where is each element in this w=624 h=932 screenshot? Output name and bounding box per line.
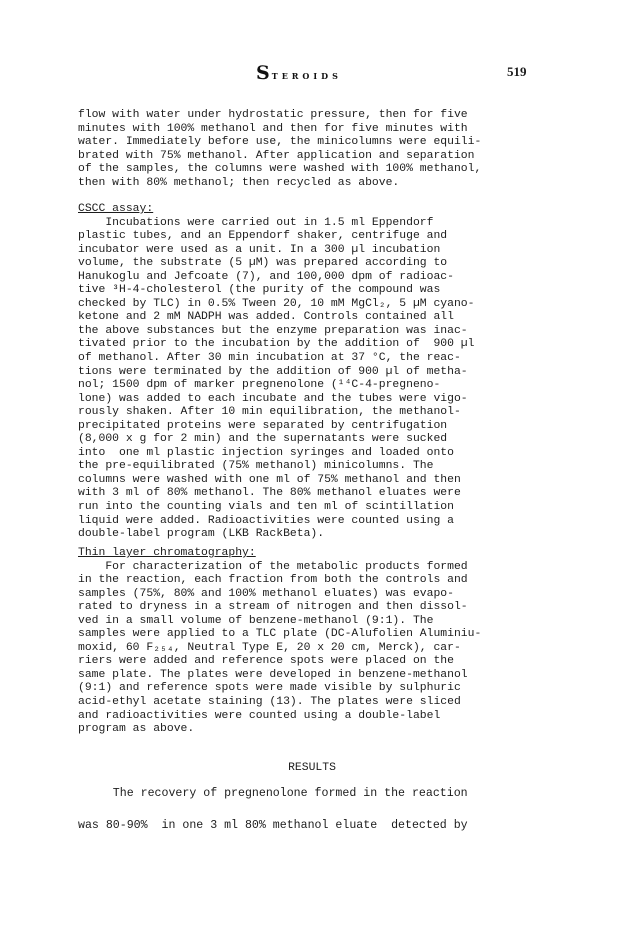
text-line: Incubations were carried out in 1.5 ml Eppendorf (78, 216, 434, 229)
text-line: tions were terminated by the addition of 900 µl of metha- (78, 365, 468, 378)
text-line: For characterization of the metabolic products formed (78, 560, 468, 573)
text-line: checked by TLC) in 0.5% Tween 20, 10 mM MgCl₂, 5 µM cyano- (78, 297, 475, 310)
results-text-line: The recovery of pregnenolone formed in the reaction (78, 787, 468, 800)
text-line: and radioactivities were counted using a double-label (78, 709, 441, 722)
text-line: moxid, 60 F₂₅₄, Neutral Type E, 20 x 20 cm, Merck), car- (78, 641, 461, 654)
text-line: liquid were added. Radioactivities were counted using a (78, 514, 454, 527)
text-line: program as above. (78, 723, 195, 736)
section-cscc-assay (78, 203, 558, 542)
section-heading: Thin layer chromatography: (78, 547, 256, 559)
text-line: rated to dryness in a stream of nitrogen and then dissol- (78, 601, 468, 614)
text-line: riers were added and reference spots were placed on the (78, 655, 454, 668)
text-line: plastic tubes, and an Eppendorf shaker, centrifuge and (78, 230, 448, 243)
text-line: precipitated proteins were separated by centrifugation (78, 419, 448, 432)
text-line: tive ³H-4-cholesterol (the purity of the compound was (78, 284, 441, 297)
text-line: tivated prior to the incubation by the addition of 900 µl (78, 338, 475, 351)
section-heading: CSCC assay: (78, 203, 154, 215)
results-heading: RESULTS (288, 762, 336, 774)
text-line: double-label program (LKB RackBeta). (78, 528, 325, 541)
text-line: of methanol. After 30 min incubation at 37 °C, the reac- (78, 352, 461, 365)
section-thin-layer-chromatography (78, 547, 558, 737)
text-line: ved in a small volume of benzene-methanol (9:1). The (78, 614, 434, 627)
text-line: into one ml plastic injection syringes and loaded onto (78, 446, 454, 459)
text-line: (9:1) and reference spots were made visible by sulphuric (78, 682, 461, 695)
results-text-line: was 80-90% in one 3 ml 80% methanol eluate detected by (78, 819, 468, 832)
text-line: lone) was added to each incubate and the tubes were vigo- (78, 392, 468, 405)
text-line: with 3 ml of 80% methanol. The 80% methanol eluates were (78, 487, 461, 500)
journal-title: Steroids (256, 62, 342, 84)
text-line: the above substances but the enzyme preparation was inac- (78, 324, 468, 337)
text-line: then with 80% methanol; then recycled as above. (78, 176, 400, 189)
text-line: run into the counting vials and ten ml of scintillation (78, 501, 454, 514)
text-line: in the reaction, each fraction from both the controls and (78, 574, 468, 587)
text-line: (8,000 x g for 2 min) and the supernatants were sucked (78, 433, 448, 446)
text-line: brated with 75% methanol. After application and separation (78, 149, 475, 162)
text-line: flow with water under hydrostatic pressure, then for five (78, 109, 468, 121)
text-line: same plate. The plates were developed in benzene-methanol (78, 668, 468, 681)
text-line: minutes with 100% methanol and then for five minutes with (78, 122, 468, 135)
page-header (0, 62, 624, 82)
paragraph-minicolumn (78, 109, 558, 190)
text-line: ketone and 2 mM NADPH was added. Controls contained all (78, 311, 454, 324)
text-line: rously shaken. After 10 min equilibration, the methanol- (78, 406, 461, 419)
text-line: incubator were used as a unit. In a 300 µl incubation (78, 243, 441, 256)
text-line: columns were washed with one ml of 75% methanol and then (78, 473, 461, 486)
text-line: nol; 1500 dpm of marker pregnenolone (¹⁴C-4-pregneno- (78, 379, 441, 392)
page-number: 519 (507, 64, 527, 79)
text-line: of the samples, the columns were washed with 100% methanol, (78, 163, 482, 176)
text-line: water. Immediately before use, the minicolumns were equili- (78, 136, 482, 149)
text-line: the pre-equilibrated (75% methanol) minicolumns. The (78, 460, 434, 473)
text-line: volume, the substrate (5 µM) was prepared according to (78, 257, 448, 270)
text-line: samples (75%, 80% and 100% methanol eluates) was evapo- (78, 587, 454, 600)
text-line: samples were applied to a TLC plate (DC-Alufolien Aluminiu- (78, 628, 482, 641)
text-line: Hanukoglu and Jefcoate (7), and 100,000 dpm of radioac- (78, 270, 454, 283)
text-line: acid-ethyl acetate staining (13). The plates were sliced (78, 696, 461, 709)
